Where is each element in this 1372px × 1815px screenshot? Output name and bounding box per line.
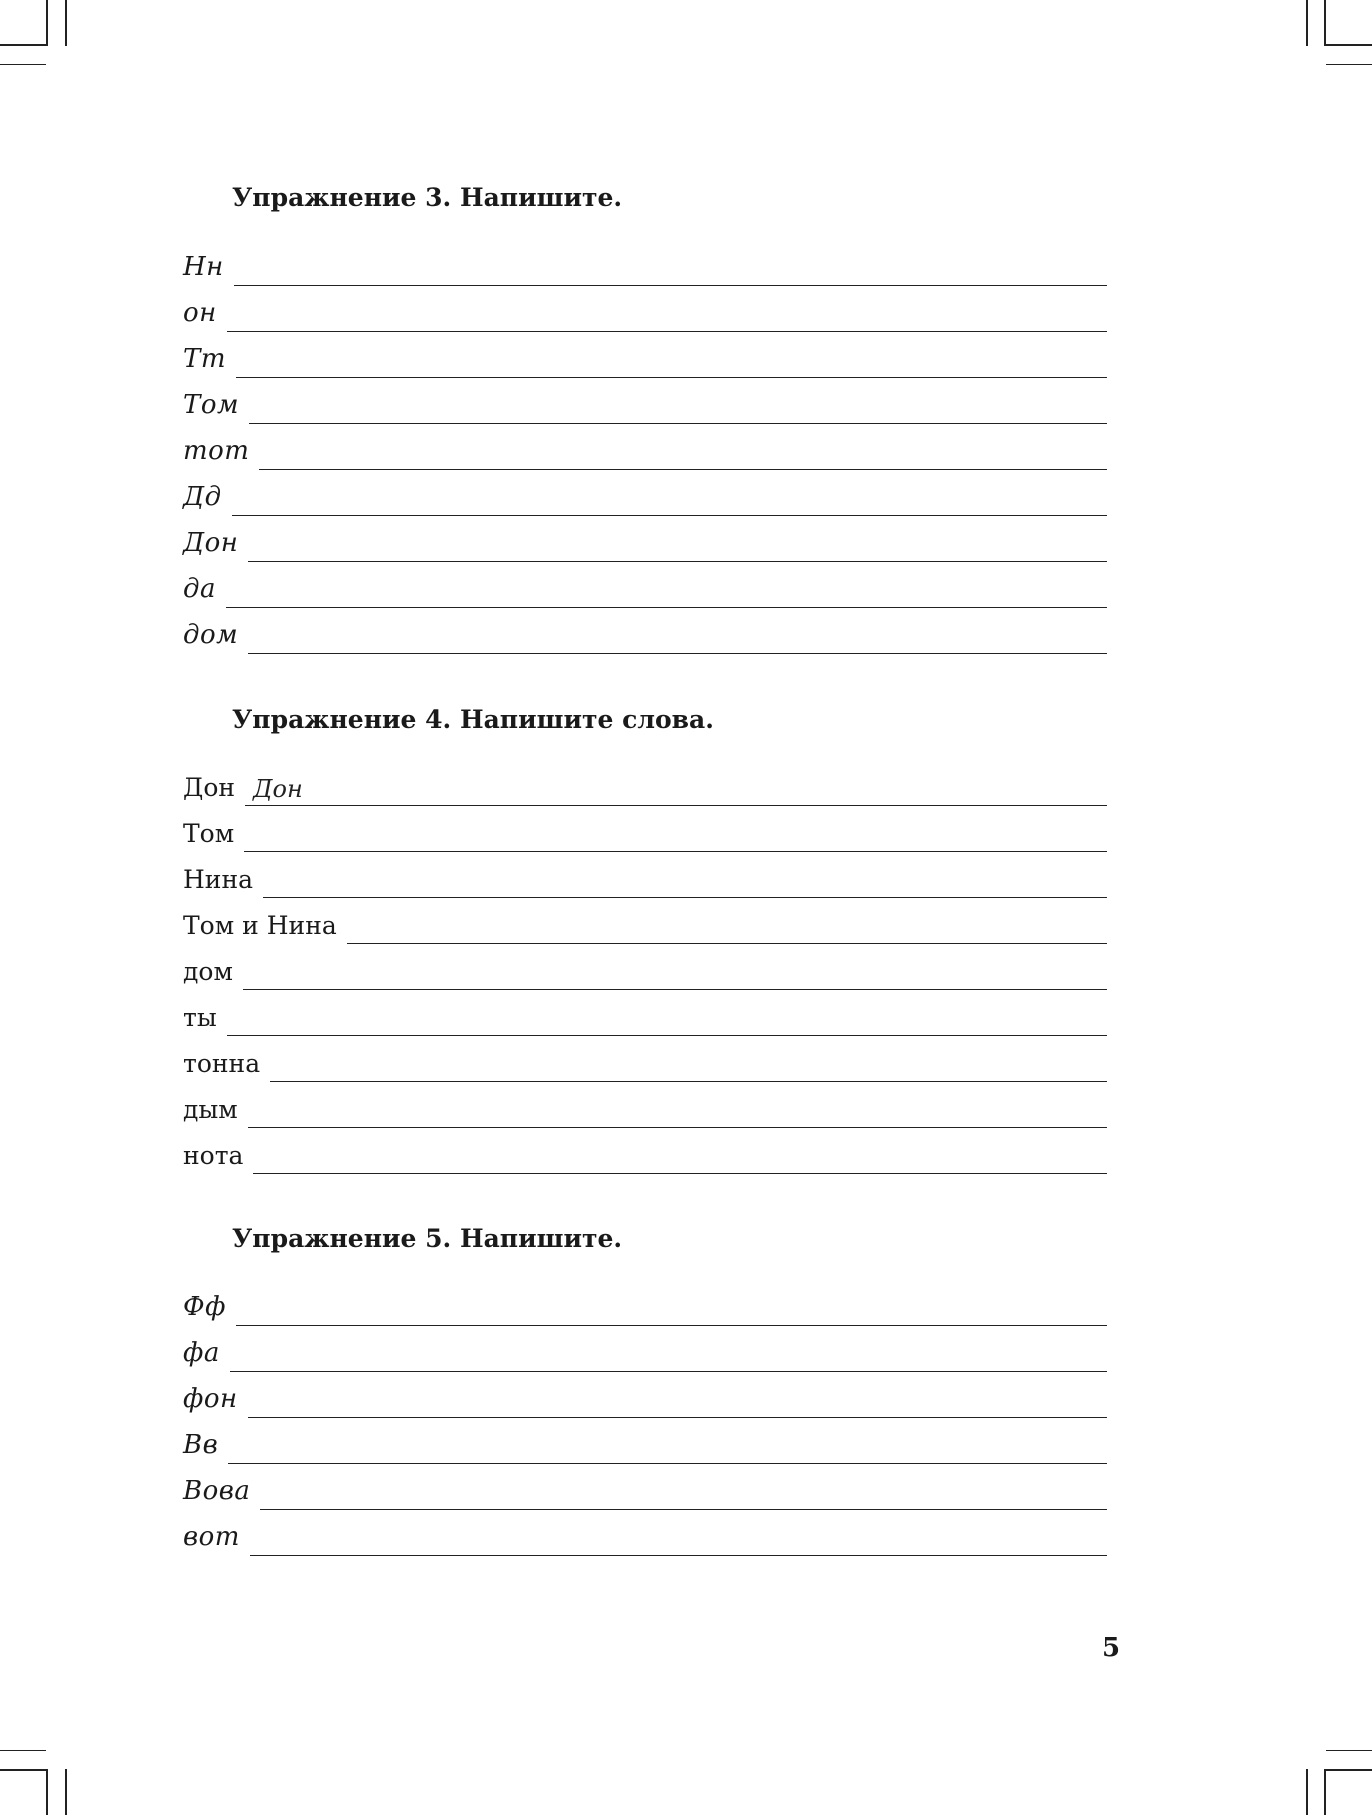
script-prompt: Нн bbox=[183, 252, 224, 282]
writing-line[interactable] bbox=[253, 1139, 1107, 1174]
writing-line[interactable] bbox=[232, 481, 1107, 516]
crop-mark bbox=[1324, 1769, 1326, 1815]
exercise-3-row bbox=[183, 608, 1107, 654]
crop-mark bbox=[1306, 1769, 1308, 1815]
script-prompt: Тт bbox=[183, 344, 226, 374]
script-prompt: Том bbox=[183, 390, 240, 420]
writing-line[interactable] bbox=[248, 619, 1107, 654]
word-prompt: тонна bbox=[183, 1049, 261, 1078]
exercise-3-row bbox=[183, 516, 1107, 562]
script-prompt: фон bbox=[183, 1384, 238, 1414]
word-prompt: дом bbox=[183, 957, 233, 986]
page-number: 5 bbox=[1102, 1633, 1121, 1663]
writing-line[interactable] bbox=[248, 1093, 1107, 1128]
exercise-3-heading: Упражнение 3. Напишите. bbox=[232, 183, 623, 212]
exercise-5-row bbox=[183, 1372, 1107, 1418]
crop-mark bbox=[0, 64, 46, 65]
writing-line[interactable] bbox=[248, 527, 1107, 562]
crop-mark bbox=[1326, 1750, 1372, 1751]
writing-line[interactable] bbox=[228, 1429, 1107, 1464]
crop-mark bbox=[65, 0, 67, 46]
writing-line[interactable] bbox=[347, 909, 1107, 944]
exercise-3-row bbox=[183, 470, 1107, 516]
word-prompt: дым bbox=[183, 1095, 238, 1124]
crop-mark bbox=[46, 1769, 48, 1815]
writing-line[interactable] bbox=[263, 863, 1107, 898]
writing-line[interactable] bbox=[243, 955, 1107, 990]
crop-mark bbox=[1326, 1769, 1372, 1771]
writing-line[interactable] bbox=[260, 1475, 1107, 1510]
crop-mark bbox=[0, 44, 46, 46]
crop-mark bbox=[1306, 0, 1308, 46]
exercise-3-row bbox=[183, 424, 1107, 470]
script-prompt: да bbox=[183, 574, 216, 604]
writing-line[interactable] bbox=[234, 251, 1107, 286]
script-prompt: Вова bbox=[183, 1476, 251, 1506]
crop-mark bbox=[1326, 44, 1372, 46]
writing-line[interactable] bbox=[226, 573, 1107, 608]
script-prompt: он bbox=[183, 298, 217, 328]
exercise-4-row bbox=[183, 990, 1107, 1036]
script-prompt: тот bbox=[183, 436, 250, 466]
script-prompt: Дд bbox=[183, 482, 222, 512]
writing-line[interactable] bbox=[236, 343, 1107, 378]
writing-line[interactable] bbox=[259, 435, 1107, 470]
exercise-3-row bbox=[183, 332, 1107, 378]
script-prompt: вот bbox=[183, 1522, 240, 1552]
exercise-3-row bbox=[183, 286, 1107, 332]
writing-line[interactable] bbox=[227, 297, 1107, 332]
writing-line[interactable] bbox=[270, 1047, 1107, 1082]
script-prompt: Вв bbox=[183, 1430, 219, 1460]
word-prompt: Нина bbox=[183, 865, 254, 894]
writing-line[interactable] bbox=[244, 817, 1107, 852]
writing-line[interactable] bbox=[248, 1383, 1107, 1418]
crop-mark bbox=[65, 1769, 67, 1815]
exercise-4-row bbox=[183, 1128, 1107, 1174]
script-prompt: фа bbox=[183, 1338, 220, 1368]
script-prompt: Дон bbox=[183, 528, 239, 558]
exercise-5-row bbox=[183, 1418, 1107, 1464]
word-prompt: ты bbox=[183, 1003, 217, 1032]
script-prompt: Фф bbox=[183, 1292, 226, 1322]
exercise-5-row bbox=[183, 1464, 1107, 1510]
crop-mark bbox=[1326, 64, 1372, 65]
exercise-4-heading: Упражнение 4. Напишите слова. bbox=[232, 705, 714, 734]
exercise-4-row bbox=[183, 1082, 1107, 1128]
exercise-4-row bbox=[183, 806, 1107, 852]
writing-line[interactable] bbox=[249, 389, 1107, 424]
crop-mark bbox=[0, 1750, 46, 1751]
exercise-4-row bbox=[183, 898, 1107, 944]
writing-line[interactable] bbox=[230, 1337, 1107, 1372]
exercise-5-row bbox=[183, 1326, 1107, 1372]
writing-line[interactable] bbox=[250, 1521, 1107, 1556]
handwritten-sample: Дон bbox=[253, 775, 303, 803]
exercise-5-row bbox=[183, 1280, 1107, 1326]
exercise-3-row bbox=[183, 240, 1107, 286]
exercise-5-heading: Упражнение 5. Напишите. bbox=[232, 1224, 623, 1253]
word-prompt: нота bbox=[183, 1141, 244, 1170]
exercise-4-row bbox=[183, 944, 1107, 990]
crop-mark bbox=[1324, 0, 1326, 46]
exercise-5-row bbox=[183, 1510, 1107, 1556]
writing-line[interactable] bbox=[236, 1291, 1107, 1326]
crop-mark bbox=[0, 1769, 46, 1771]
exercise-3-row bbox=[183, 378, 1107, 424]
exercise-3-row bbox=[183, 562, 1107, 608]
word-prompt: Том и Нина bbox=[183, 911, 337, 940]
script-prompt: дом bbox=[183, 620, 239, 650]
exercise-4-row bbox=[183, 760, 1107, 806]
word-prompt: Дон bbox=[183, 773, 236, 802]
exercise-4-row bbox=[183, 1036, 1107, 1082]
exercise-4-row bbox=[183, 852, 1107, 898]
writing-line[interactable] bbox=[227, 1001, 1107, 1036]
word-prompt: Том bbox=[183, 819, 235, 848]
crop-mark bbox=[46, 0, 48, 46]
writing-line[interactable] bbox=[245, 771, 1107, 806]
